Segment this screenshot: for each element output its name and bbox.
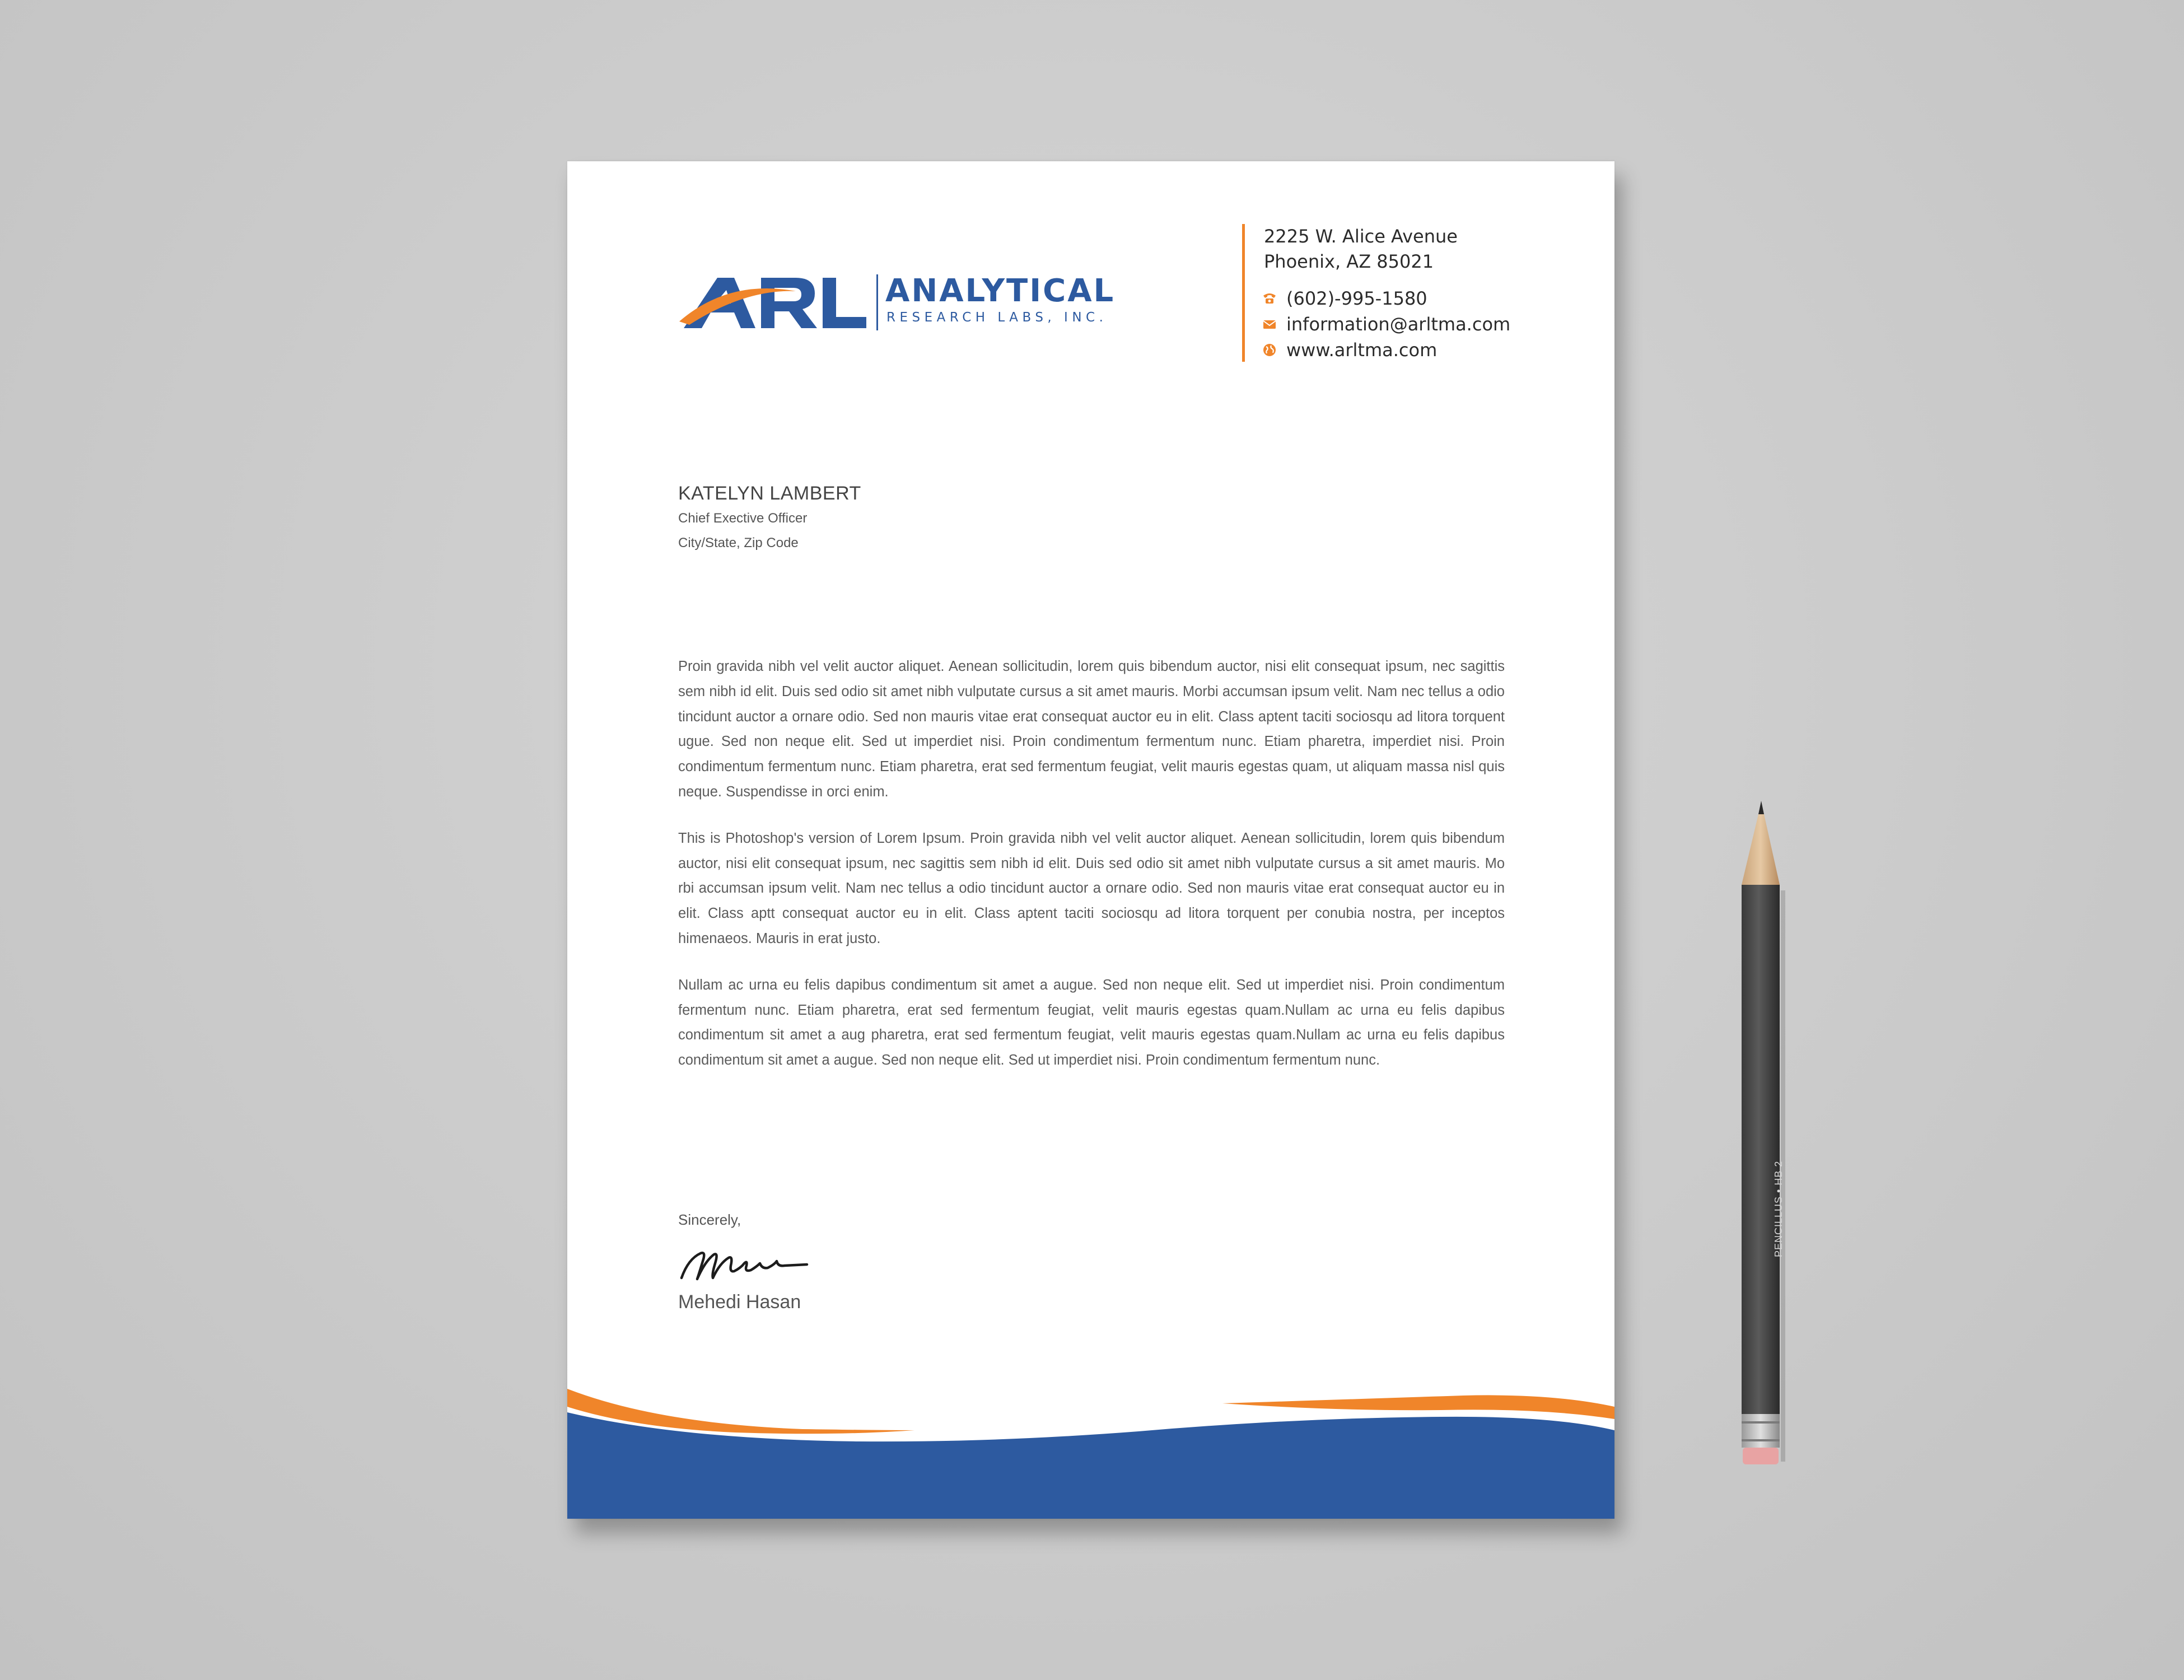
letterhead-paper — [567, 161, 1614, 1519]
phone-icon — [1262, 291, 1277, 306]
contact-website — [1264, 337, 1578, 363]
contact-block — [1242, 224, 1578, 362]
recipient-name: KATELYN LAMBERT — [678, 483, 861, 504]
website-url[interactable]: www.arltma.com — [1286, 339, 1438, 361]
pencil-brand-text: PENCILLUS • HB 2 — [1773, 1160, 1784, 1257]
recipient-block — [678, 480, 861, 556]
salutation: Sincerely, — [678, 1211, 741, 1228]
recipient-title: Chief Exective Officer — [678, 511, 808, 526]
address-line-1: 2225 W. Alice Avenue — [1264, 226, 1458, 247]
letter-body — [678, 654, 1505, 1094]
phone-number: (602)-995-1580 — [1286, 288, 1427, 309]
body-paragraph-2: This is Photoshop's version of Lorem Ipsum. Proin gravida nibh vel velit auctor aliquet. Aenean sollicitudin, lorem quis bibendum auctor, nisi elit consequat ipsum, nec sagittis sem nibh id elit. Duis sed odio sit amet nibh vulputate cursus a sit amet mauris. Mo rbi accumsan ipsum velit. Nam nec tellus a odio tincidunt auctor a ornare odio. Sed non mauris vitae erat consequat auctor eu in elit. Class aptt consequat auctor eu in elit. Class aptent taciti sociosqu ad litora torquent per conubia nostra, per inceptos himenaeos. Mauris in erat justo. — [678, 830, 1505, 946]
mail-icon — [1262, 316, 1277, 332]
signer-name: Mehedi Hasan — [678, 1291, 801, 1313]
contact-phone — [1264, 286, 1578, 311]
logo-tagline: RESEARCH LABS, INC. — [886, 310, 1108, 325]
body-paragraph-3: Nullam ac urna eu felis dapibus condimentum sit amet a augue. Sed non neque elit. Sed ut imperdiet nisi. Proin condimentum fermentum nunc. Etiam pharetra, erat sed fermentum feugiat, velit mauris egestas quam.Nullam ac urna eu felis dapibus condimentum sit amet a aug pharetra, erat sed fermentum feugiat, velit mauris egestas quam.Nullam ac urna eu felis dapibus condimentum sit amet a augue. Sed non neque elit. Sed ut imperdiet nisi. Proin condimentum fermentum nunc. — [678, 977, 1505, 1068]
pencil-icon — [1736, 801, 1786, 1490]
pencil — [1736, 801, 1786, 1490]
handwritten-signature — [678, 1239, 813, 1289]
logo-name: ANALYTICAL — [885, 273, 1116, 309]
closing-block — [678, 1208, 813, 1315]
globe-icon — [1262, 342, 1277, 358]
arl-logo-icon — [678, 262, 1149, 374]
contact-email — [1264, 311, 1578, 337]
body-paragraph-1: Proin gravida nibh vel velit auctor aliquet. Aenean sollicitudin, lorem quis bibendum auctor, nisi elit consequat ipsum, nec sagittis sem nibh id elit. Duis sed odio sit amet nibh vulputate cursus a sit amet mauris. Morbi accumsan ipsum velit. Nam nec tellus a odio tincidunt auctor a ornare odio. Sed non mauris vitae erat consequat auctor eu in elit. Class aptent taciti sociosqu ad litora torquent ugue. Sed non neque elit. Sed ut imperdiet nisi. Proin condimentum fermentum nunc. Etiam pharetra, imperdiet nisi. Proin condimentum fermentum nunc. Etiam pharetra, erat sed fermentum feugiat, velit mauris egestas quam, ut aliquam massa nisl quis neque. Suspendisse in orci enim. — [678, 659, 1505, 800]
address-line-2: Phoenix, AZ 85021 — [1264, 251, 1434, 272]
company-logo — [678, 262, 1149, 374]
email-address[interactable]: information@arltma.com — [1286, 314, 1511, 335]
footer-wave — [567, 1379, 1614, 1519]
recipient-location: City/State, Zip Code — [678, 535, 799, 550]
